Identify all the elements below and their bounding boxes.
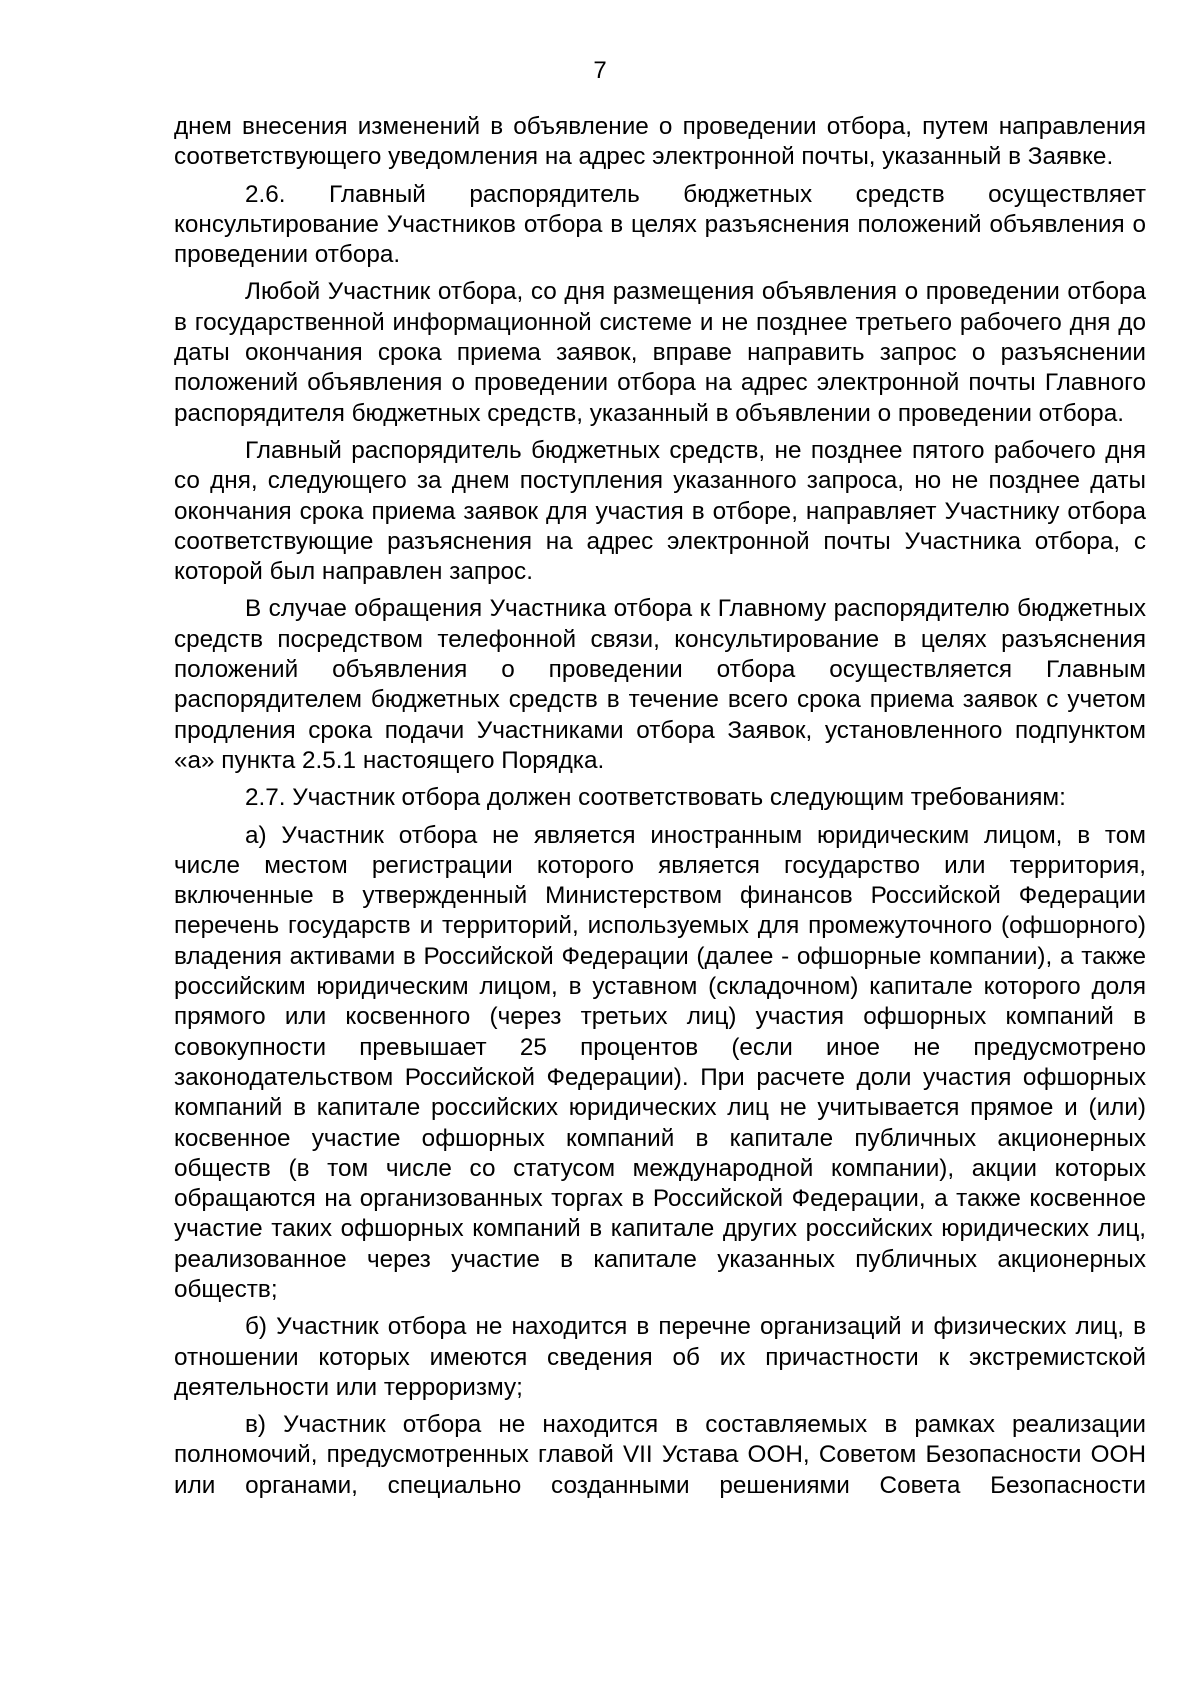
paragraph-inquiry: Любой Участник отбора, со дня размещения объявления о проведении отбора в государственной информационной системе и не позднее третьего рабочего дня до даты окончания срока приема заявок, вправе направить запрос о разъяснении положений объявления о проведении отбора на адрес электронной почты Главного распорядителя бюджетных средств, указанный в объявлении о проведении отбора.	[174, 278, 1146, 427]
paragraph-continuation: днем внесения изменений в объявление о проведении отбора, путем направления соответствующего уведомления на адрес электронной почты, указанный в Заявке.	[174, 113, 1146, 171]
paragraph-response: Главный распорядитель бюджетных средств, не позднее пятого рабочего дня со дня, следующего за днем поступления указанного запроса, но не позднее даты окончания срока приема заявок для участия в отборе, направляет Участнику отбора соответствующие разъяснения на адрес электронной почты Участника отбора, с которой был направлен запрос.	[174, 436, 1146, 586]
paragraph-requirement-v: в) Участник отбора не находится в составляемых в рамках реализации полномочий, предусмотренных главой VII Устава ООН, Советом Безопасности ООН или органами, специально созданными решениями Совета Безопасности	[174, 1411, 1146, 1499]
paragraph-requirement-b: б) Участник отбора не находится в перечне организаций и физических лиц, в отношении которых имеются сведения об их причастности к экстремистской деятельности или терроризму;	[174, 1313, 1146, 1401]
document-body	[174, 112, 1146, 1501]
paragraph-phone-consultation: В случае обращения Участника отбора к Главному распорядителю бюджетных средств посредством телефонной связи, консультирование в целях разъяснения положений объявления о проведении отбора осуществляется Главным распорядителем бюджетных средств в течение всего срока приема заявок с учетом продления срока подачи Участниками отбора Заявок, установленного подпунктом «а» пункта 2.5.1 настоящего Порядка.	[174, 595, 1146, 774]
paragraph-2-6: 2.6. Главный распорядитель бюджетных средств осуществляет консультирование Участников отбора в целях разъяснения положений объявления о проведении отбора.	[174, 180, 1146, 269]
page-number: 7	[593, 57, 607, 84]
paragraph-2-7: 2.7. Участник отбора должен соответствовать следующим требованиям:	[245, 784, 1066, 812]
paragraph-requirement-a: а) Участник отбора не является иностранным юридическим лицом, в том числе местом регистрации которого является государство или территория, включенные в утвержденный Министерством финансов Российской Федерации перечень государств и территорий, используемых для промежуточного (офшорного) владения активами в Российской Федерации (далее - офшорные компании), а также российским юридическим лицом, в уставном (складочном) капитале которого доля прямого или косвенного (через третьих лиц) участия офшорных компаний в совокупности превышает 25 процентов (если иное не предусмотрено законодательством Российской Федерации). При расчете доли участия офшорных компаний в капитале российских юридических лиц не учитывается прямое и (или) косвенное участие офшорных компаний в капитале публичных акционерных обществ (в том числе со статусом международной компании), акции которых обращаются на организованных торгах в Российской Федерации, а также косвенное участие таких офшорных компаний в капитале других российских юридических лиц, реализованное через участие в капитале указанных публичных акционерных обществ;	[174, 821, 1146, 1303]
